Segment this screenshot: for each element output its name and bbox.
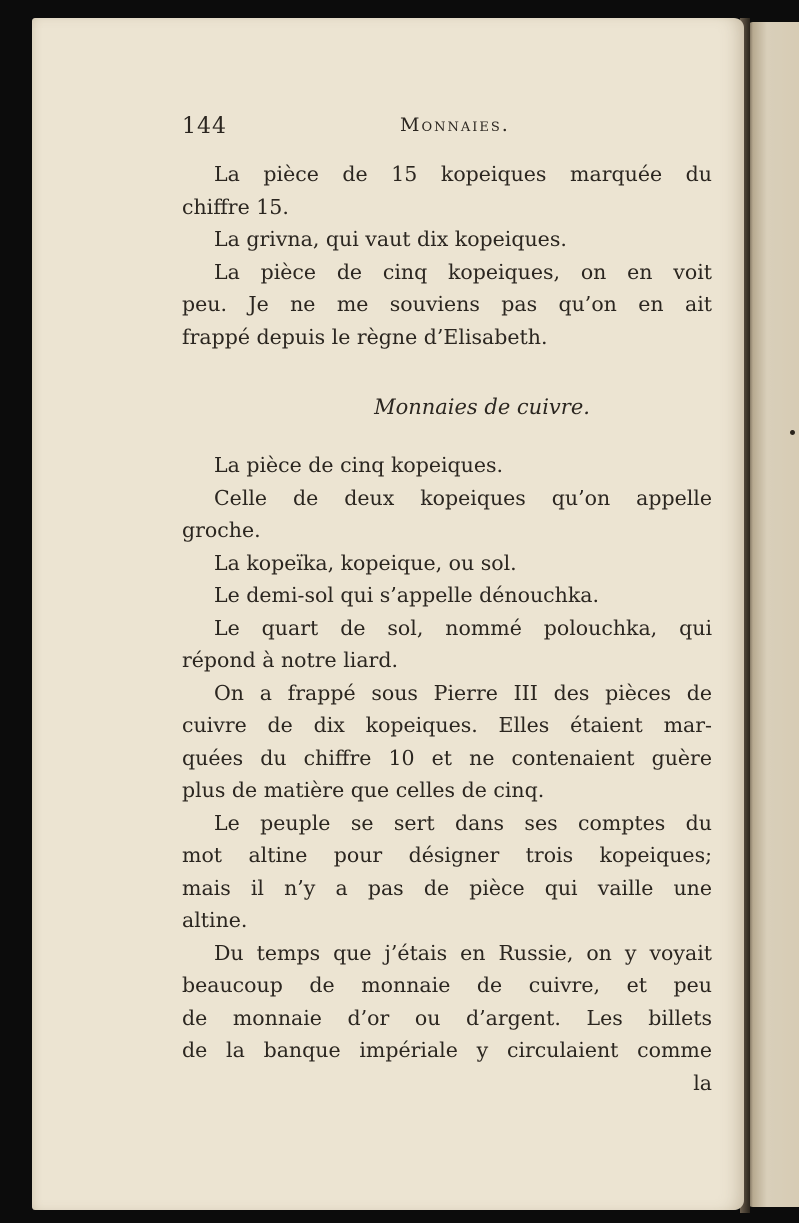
text-line: Celle de deux kopeiques qu’on appelle — [214, 485, 712, 510]
text-line: La pièce de cinq kopeiques. — [214, 453, 504, 477]
page-number: 144 — [182, 114, 227, 139]
text-line: de la banque impériale y circulaient comme — [182, 1038, 712, 1062]
page-speck — [790, 430, 795, 435]
text-line: mais il n’y a pas de pièce qui vaille une — [182, 875, 712, 900]
text-line: quées du chiffre 10 et ne contenaient guère — [182, 745, 712, 770]
section-title: Monnaies de cuivre. — [374, 395, 590, 419]
text-line: groche. — [182, 518, 261, 542]
catchword: la — [693, 1070, 712, 1095]
text-line: cuivre de dix kopeiques. Elles étaient mar- — [182, 713, 712, 737]
text-line: La pièce de cinq kopeiques, on en voit — [214, 259, 712, 284]
text-line: Du temps que j’étais en Russie, on y voyait — [214, 940, 712, 965]
text-line: mot altine pour désigner trois kopeiques; — [182, 843, 712, 867]
text-line: La grivna, qui vaut dix kopeiques. — [214, 227, 567, 251]
book-page — [32, 18, 744, 1210]
page-header — [32, 114, 744, 144]
text-line: plus de matière que celles de cinq. — [182, 778, 545, 802]
text-line: La kopeïka, kopeique, ou sol. — [214, 550, 517, 575]
text-line: La pièce de 15 kopeiques marquée du — [214, 162, 712, 186]
text-line: de monnaie d’or ou d’argent. Les billets — [182, 1005, 712, 1030]
text-line: Le peuple se sert dans ses comptes du — [214, 810, 712, 835]
text-line: peu. Je ne me souviens pas qu’on en ait — [182, 292, 712, 316]
text-line: répond à notre liard. — [182, 648, 398, 672]
adjacent-page-edge — [747, 22, 799, 1207]
page-body — [182, 158, 712, 1099]
text-line: Le quart de sol, nommé polouchka, qui — [214, 615, 712, 640]
text-line: beaucoup de monnaie de cuivre, et peu — [182, 973, 712, 997]
text-line: frappé depuis le règne d’Elisabeth. — [182, 324, 548, 349]
text-line: chiffre 15. — [182, 194, 289, 219]
text-line: Le demi-sol qui s’appelle dénouchka. — [214, 583, 600, 607]
running-head: Monnaies. — [400, 114, 510, 136]
text-line: On a frappé sous Pierre III des pièces de — [214, 680, 712, 705]
text-line: altine. — [182, 908, 248, 932]
